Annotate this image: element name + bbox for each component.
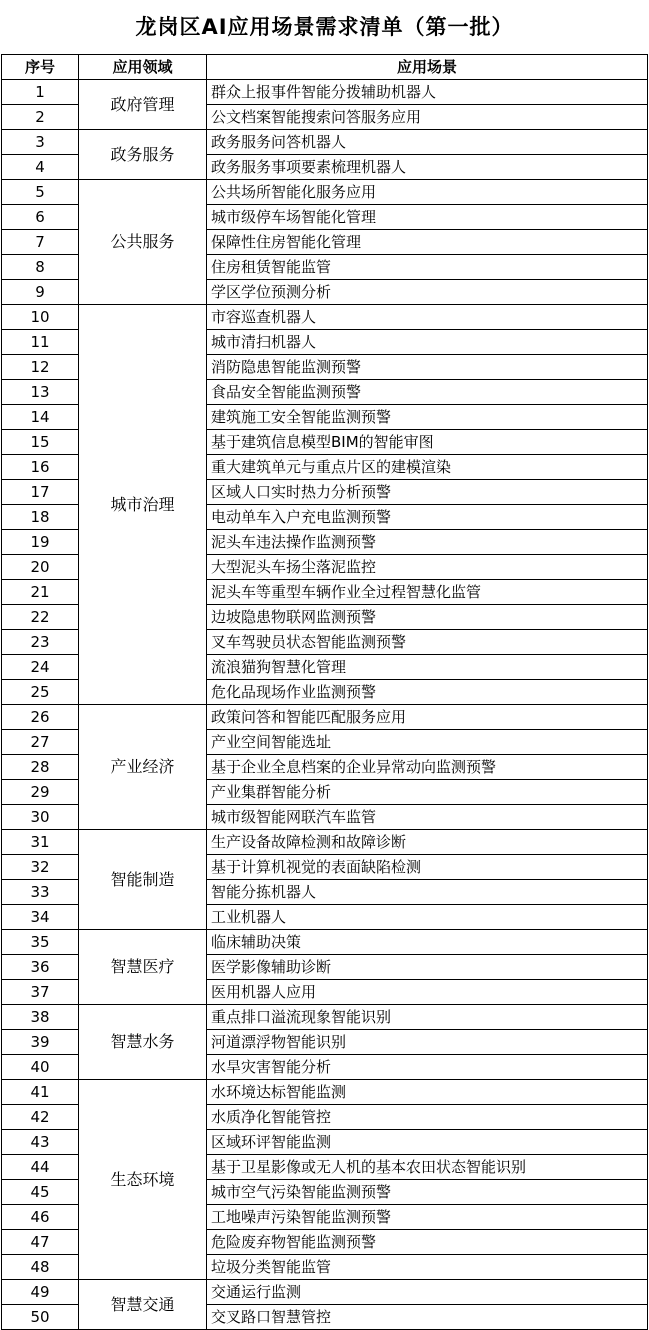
row-number: 30 — [2, 805, 79, 830]
scene-cell: 医用机器人应用 — [207, 980, 648, 1005]
table-row — [2, 80, 648, 105]
row-number: 27 — [2, 730, 79, 755]
row-number: 28 — [2, 755, 79, 780]
row-number: 21 — [2, 580, 79, 605]
row-number: 15 — [2, 430, 79, 455]
scene-cell: 水环境达标智能监测 — [207, 1080, 648, 1105]
row-number: 34 — [2, 905, 79, 930]
row-number: 22 — [2, 605, 79, 630]
scene-cell: 群众上报事件智能分拨辅助机器人 — [207, 80, 648, 105]
scene-cell: 智能分拣机器人 — [207, 880, 648, 905]
table-row — [2, 1005, 648, 1030]
scene-cell: 危险废弃物智能监测预警 — [207, 1230, 648, 1255]
header-scene: 应用场景 — [207, 55, 648, 80]
domain-cell: 智慧水务 — [79, 1005, 207, 1080]
table-row — [2, 705, 648, 730]
row-number: 44 — [2, 1155, 79, 1180]
scene-cell: 电动单车入户充电监测预警 — [207, 505, 648, 530]
row-number: 14 — [2, 405, 79, 430]
scene-cell: 政务服务事项要素梳理机器人 — [207, 155, 648, 180]
row-number: 20 — [2, 555, 79, 580]
page-title: 龙岗区AI应用场景需求清单（第一批） — [135, 15, 514, 39]
table-row — [2, 1280, 648, 1305]
scene-cell: 河道漂浮物智能识别 — [207, 1030, 648, 1055]
row-number: 31 — [2, 830, 79, 855]
scene-cell: 交叉路口智慧管控 — [207, 1305, 648, 1330]
scene-cell: 政务服务问答机器人 — [207, 130, 648, 155]
header-domain: 应用领域 — [79, 55, 207, 80]
row-number: 6 — [2, 205, 79, 230]
row-number: 47 — [2, 1230, 79, 1255]
row-number: 40 — [2, 1055, 79, 1080]
row-number: 18 — [2, 505, 79, 530]
scene-cell: 流浪猫狗智慧化管理 — [207, 655, 648, 680]
scene-cell: 医学影像辅助诊断 — [207, 955, 648, 980]
table-row — [2, 130, 648, 155]
scene-cell: 工地噪声污染智能监测预警 — [207, 1205, 648, 1230]
scene-cell: 泥头车等重型车辆作业全过程智慧化监管 — [207, 580, 648, 605]
row-number: 24 — [2, 655, 79, 680]
scene-cell: 区域人口实时热力分析预警 — [207, 480, 648, 505]
scene-cell: 重点排口溢流现象智能识别 — [207, 1005, 648, 1030]
row-number: 46 — [2, 1205, 79, 1230]
table-row — [2, 1080, 648, 1105]
scene-cell: 危化品现场作业监测预警 — [207, 680, 648, 705]
scene-cell: 大型泥头车扬尘落泥监控 — [207, 555, 648, 580]
scene-cell: 基于卫星影像或无人机的基本农田状态智能识别 — [207, 1155, 648, 1180]
row-number: 33 — [2, 880, 79, 905]
scene-cell: 产业集群智能分析 — [207, 780, 648, 805]
domain-cell: 城市治理 — [79, 305, 207, 705]
scene-cell: 基于建筑信息模型BIM的智能审图 — [207, 430, 648, 455]
table-row — [2, 180, 648, 205]
row-number: 45 — [2, 1180, 79, 1205]
row-number: 49 — [2, 1280, 79, 1305]
row-number: 2 — [2, 105, 79, 130]
scene-cell: 临床辅助决策 — [207, 930, 648, 955]
row-number: 13 — [2, 380, 79, 405]
table-row — [2, 305, 648, 330]
scene-cell: 城市级停车场智能化管理 — [207, 205, 648, 230]
row-number: 3 — [2, 130, 79, 155]
row-number: 41 — [2, 1080, 79, 1105]
scene-cell: 城市清扫机器人 — [207, 330, 648, 355]
row-number: 11 — [2, 330, 79, 355]
row-number: 23 — [2, 630, 79, 655]
scene-cell: 食品安全智能监测预警 — [207, 380, 648, 405]
row-number: 42 — [2, 1105, 79, 1130]
scene-cell: 公文档案智能搜索问答服务应用 — [207, 105, 648, 130]
row-number: 26 — [2, 705, 79, 730]
domain-cell: 智慧医疗 — [79, 930, 207, 1005]
row-number: 43 — [2, 1130, 79, 1155]
row-number: 50 — [2, 1305, 79, 1330]
table-body — [2, 80, 648, 1330]
row-number: 12 — [2, 355, 79, 380]
row-number: 37 — [2, 980, 79, 1005]
row-number: 25 — [2, 680, 79, 705]
row-number: 10 — [2, 305, 79, 330]
row-number: 48 — [2, 1255, 79, 1280]
table-row — [2, 830, 648, 855]
scene-cell: 工业机器人 — [207, 905, 648, 930]
scene-cell: 产业空间智能选址 — [207, 730, 648, 755]
row-number: 19 — [2, 530, 79, 555]
row-number: 5 — [2, 180, 79, 205]
scene-cell: 泥头车违法操作监测预警 — [207, 530, 648, 555]
row-number: 32 — [2, 855, 79, 880]
scene-cell: 政策问答和智能匹配服务应用 — [207, 705, 648, 730]
domain-cell: 政务服务 — [79, 130, 207, 180]
scene-cell: 住房租赁智能监管 — [207, 255, 648, 280]
domain-cell: 政府管理 — [79, 80, 207, 130]
scene-cell: 学区学位预测分析 — [207, 280, 648, 305]
row-number: 38 — [2, 1005, 79, 1030]
table-header-row — [2, 55, 648, 80]
domain-cell: 智能制造 — [79, 830, 207, 930]
row-number: 7 — [2, 230, 79, 255]
row-number: 35 — [2, 930, 79, 955]
scene-cell: 交通运行监测 — [207, 1280, 648, 1305]
scene-cell: 区域环评智能监测 — [207, 1130, 648, 1155]
scene-cell: 保障性住房智能化管理 — [207, 230, 648, 255]
scene-cell: 垃圾分类智能监管 — [207, 1255, 648, 1280]
domain-cell: 产业经济 — [79, 705, 207, 830]
table-row — [2, 930, 648, 955]
row-number: 36 — [2, 955, 79, 980]
row-number: 17 — [2, 480, 79, 505]
scene-cell: 生产设备故障检测和故障诊断 — [207, 830, 648, 855]
row-number: 8 — [2, 255, 79, 280]
scene-cell: 基于计算机视觉的表面缺陷检测 — [207, 855, 648, 880]
domain-cell: 智慧交通 — [79, 1280, 207, 1330]
row-number: 16 — [2, 455, 79, 480]
scene-cell: 水质净化智能管控 — [207, 1105, 648, 1130]
scene-cell: 市容巡查机器人 — [207, 305, 648, 330]
scene-cell: 公共场所智能化服务应用 — [207, 180, 648, 205]
scene-cell: 消防隐患智能监测预警 — [207, 355, 648, 380]
domain-cell: 公共服务 — [79, 180, 207, 305]
scene-cell: 叉车驾驶员状态智能监测预警 — [207, 630, 648, 655]
scene-cell: 建筑施工安全智能监测预警 — [207, 405, 648, 430]
scene-cell: 城市空气污染智能监测预警 — [207, 1180, 648, 1205]
domain-cell: 生态环境 — [79, 1080, 207, 1280]
scenario-table — [1, 54, 648, 1330]
row-number: 29 — [2, 780, 79, 805]
row-number: 39 — [2, 1030, 79, 1055]
scene-cell: 水旱灾害智能分析 — [207, 1055, 648, 1080]
row-number: 9 — [2, 280, 79, 305]
scene-cell: 城市级智能网联汽车监管 — [207, 805, 648, 830]
header-no: 序号 — [2, 55, 79, 80]
scene-cell: 基于企业全息档案的企业异常动向监测预警 — [207, 755, 648, 780]
scene-cell: 重大建筑单元与重点片区的建模渲染 — [207, 455, 648, 480]
scene-cell: 边坡隐患物联网监测预警 — [207, 605, 648, 630]
row-number: 1 — [2, 80, 79, 105]
row-number: 4 — [2, 155, 79, 180]
